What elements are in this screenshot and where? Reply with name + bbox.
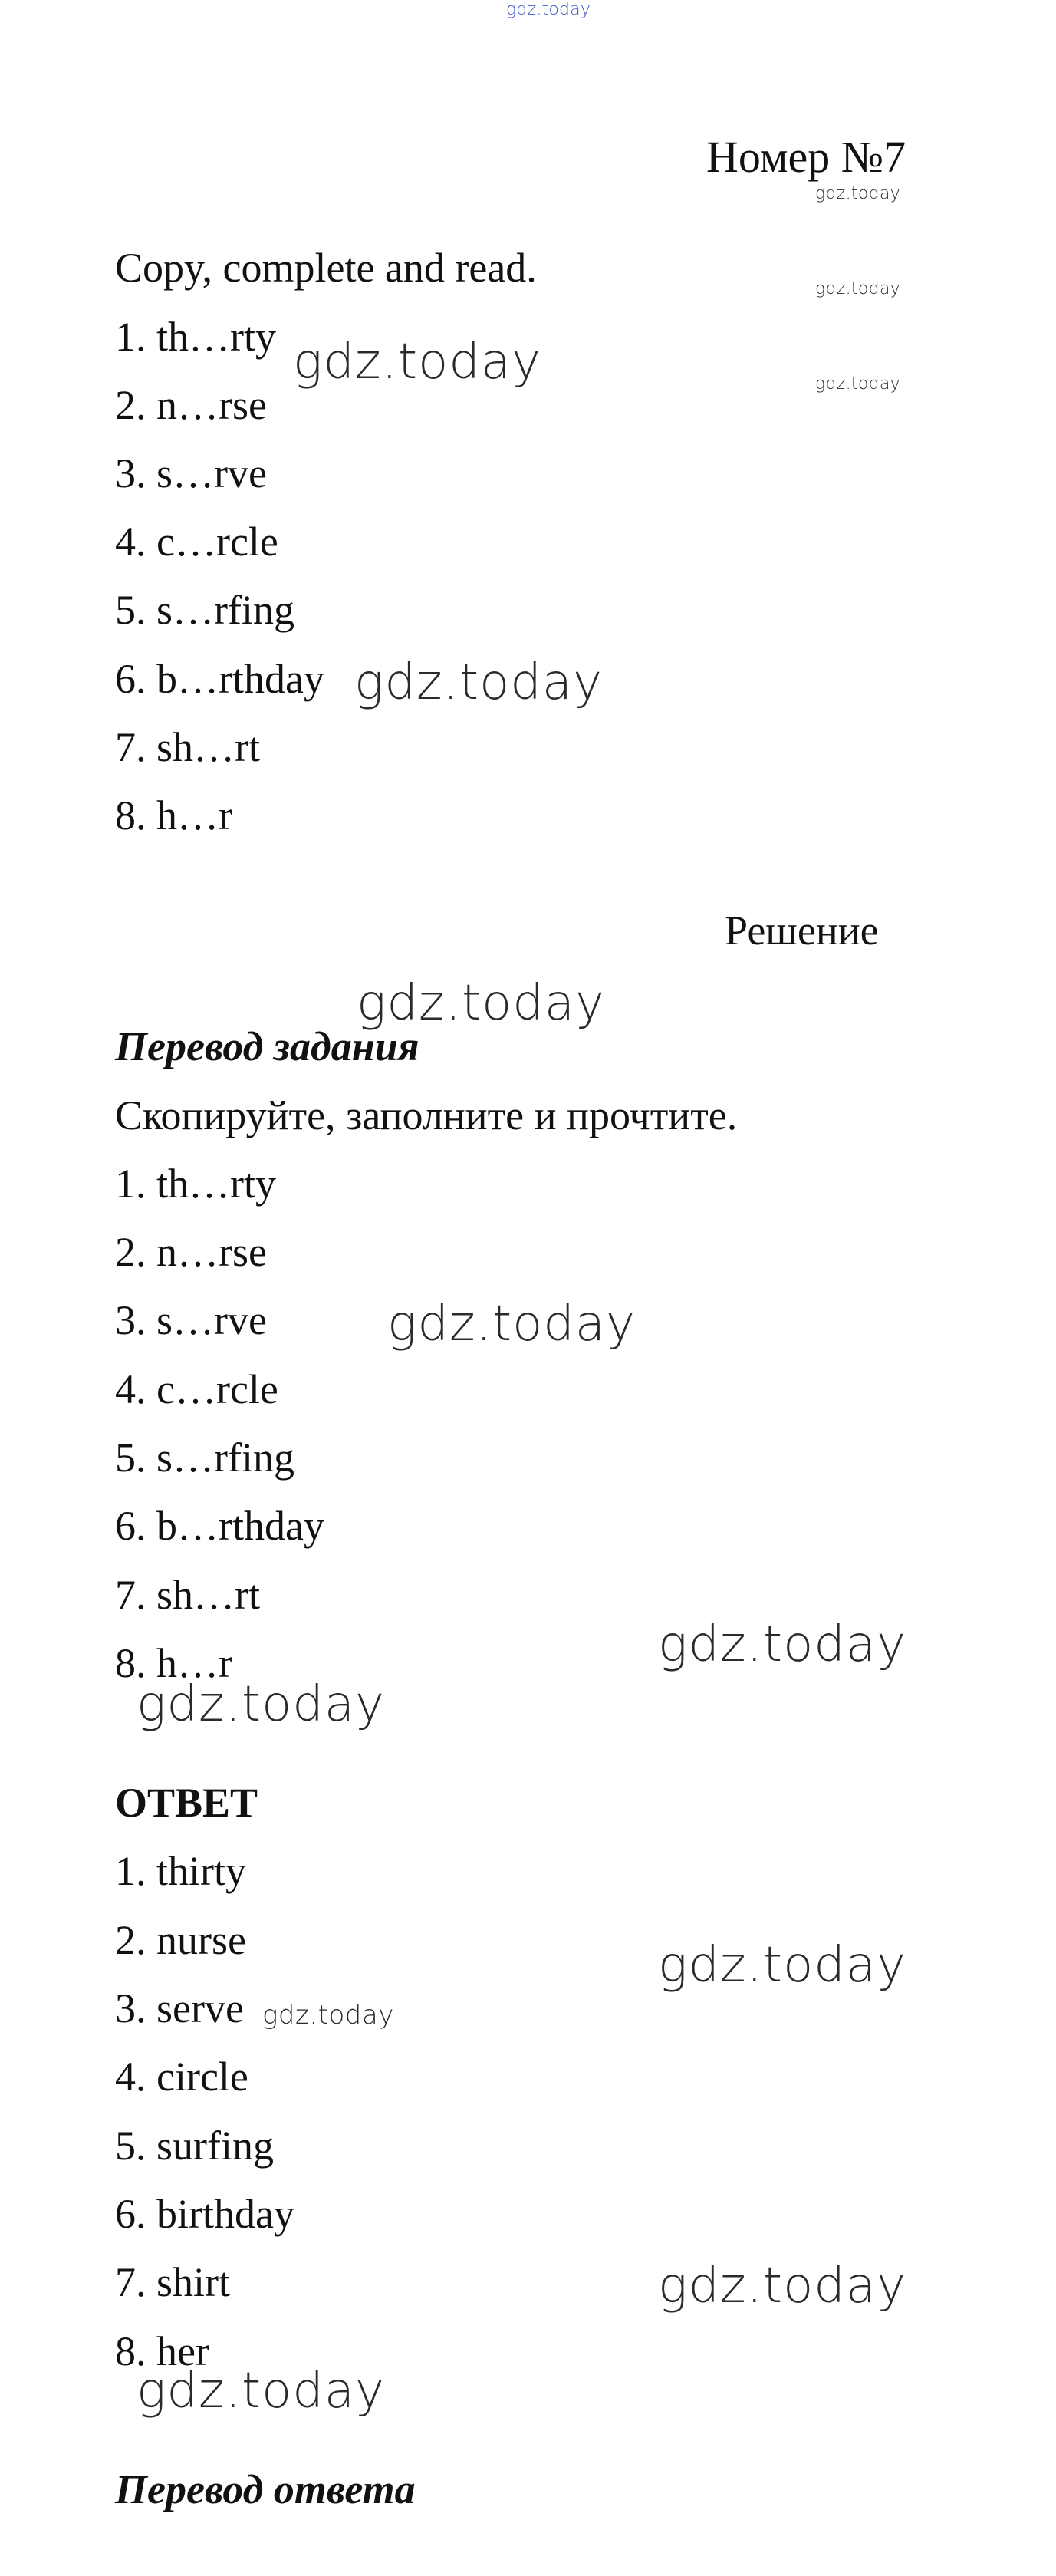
answer-item: 3. serve bbox=[115, 1985, 244, 2031]
translation-item: 7. sh…rt bbox=[115, 1572, 260, 1618]
watermark: gdz.today bbox=[387, 1296, 636, 1352]
translation-item: 1. th…rty bbox=[115, 1161, 276, 1207]
translation-item: 2. n…rse bbox=[115, 1229, 267, 1275]
watermark: gdz.today bbox=[815, 374, 900, 394]
task-item: 5. s…rfing bbox=[115, 587, 294, 633]
watermark: gdz.today bbox=[658, 1937, 906, 1994]
answer-item: 5. surfing bbox=[115, 2123, 274, 2169]
translation-heading: Перевод задания bbox=[115, 1023, 419, 1069]
translation-item: 6. b…rthday bbox=[115, 1503, 324, 1549]
watermark: gdz.today bbox=[658, 1616, 906, 1673]
answer-item: 7. shirt bbox=[115, 2259, 231, 2305]
watermark: gdz.today bbox=[354, 654, 603, 711]
header-watermark: gdz.today bbox=[506, 0, 591, 19]
answer-item: 6. birthday bbox=[115, 2191, 294, 2237]
answer-item: 2. nurse bbox=[115, 1917, 246, 1963]
watermark: gdz.today bbox=[137, 2363, 385, 2420]
solution-heading: Решение bbox=[725, 908, 879, 954]
page-title: Номер №7 bbox=[706, 132, 906, 182]
answer-item: 1. thirty bbox=[115, 1848, 246, 1894]
translation-item: 8. h…r bbox=[115, 1640, 232, 1686]
watermark: gdz.today bbox=[293, 334, 541, 390]
translation-item: 4. c…rcle bbox=[115, 1366, 278, 1412]
answer-heading: ОТВЕТ bbox=[115, 1780, 258, 1826]
watermark: gdz.today bbox=[262, 2000, 394, 2031]
task-instruction: Copy, complete and read. bbox=[115, 245, 537, 291]
task-item: 2. n…rse bbox=[115, 382, 267, 428]
answer-item: 4. circle bbox=[115, 2054, 248, 2100]
watermark: gdz.today bbox=[357, 975, 605, 1032]
task-item: 6. b…rthday bbox=[115, 656, 324, 702]
answer-translation-heading: Перевод ответа bbox=[115, 2466, 416, 2512]
task-item: 3. s…rve bbox=[115, 450, 267, 496]
task-item: 7. sh…rt bbox=[115, 724, 260, 770]
watermark: gdz.today bbox=[815, 279, 900, 298]
task-item: 4. c…rcle bbox=[115, 519, 278, 565]
translation-instruction: Скопируйте, заполните и прочтите. bbox=[115, 1092, 738, 1138]
answer-item: 8. her bbox=[115, 2328, 209, 2374]
watermark: gdz.today bbox=[658, 2258, 906, 2314]
watermark: gdz.today bbox=[815, 184, 900, 203]
translation-item: 5. s…rfing bbox=[115, 1435, 294, 1481]
task-item: 1. th…rty bbox=[115, 314, 276, 360]
watermark: gdz.today bbox=[137, 1676, 385, 1733]
task-item: 8. h…r bbox=[115, 792, 232, 838]
translation-item: 3. s…rve bbox=[115, 1297, 267, 1343]
